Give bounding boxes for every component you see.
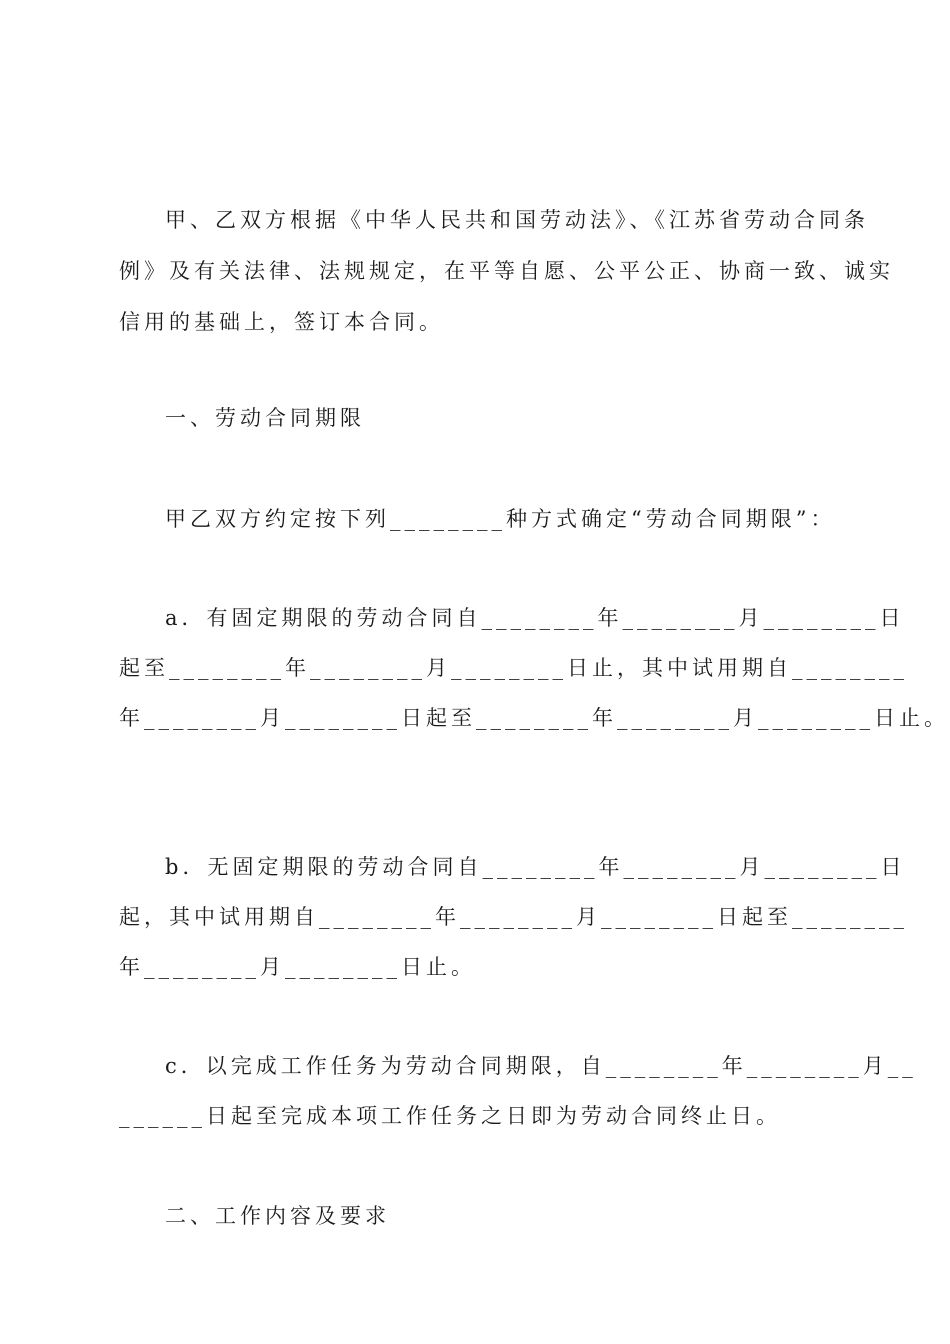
- preamble-line-3: 信用的基础上，签订本合同。: [119, 310, 444, 334]
- section-2-heading: 二、工作内容及要求: [165, 1204, 390, 1228]
- section-1-heading: 一、劳动合同期限: [165, 406, 365, 430]
- option-b-line-1: b．无固定期限的劳动合同自________年________月________日: [165, 855, 906, 879]
- option-a-line-1: a．有固定期限的劳动合同自________年________月________日: [165, 606, 905, 630]
- option-b-line-3: 年________月________日止。: [119, 955, 476, 979]
- option-c-line-2: ______日起至完成本项工作任务之日即为劳动合同终止日。: [119, 1104, 781, 1128]
- agreement-line: 甲乙双方约定按下列________种方式确定“劳动合同期限”：: [165, 507, 836, 531]
- option-b-line-2: 起，其中试用期自________年________月________日起至________: [119, 905, 908, 929]
- option-a-line-3: 年________月________日起至________年________月________日止。: [119, 706, 949, 730]
- preamble-line-2: 例》及有关法律、法规规定，在平等自愿、公平公正、协商一致、诚实: [119, 259, 894, 283]
- option-a-line-2: 起至________年________月________日止，其中试用期自________: [119, 656, 908, 680]
- preamble-line-1: 甲、乙双方根据《中华人民共和国劳动法》、《江苏省劳动合同条: [165, 208, 869, 232]
- option-c-line-1: c．以完成工作任务为劳动合同期限，自________年________月__: [165, 1054, 917, 1078]
